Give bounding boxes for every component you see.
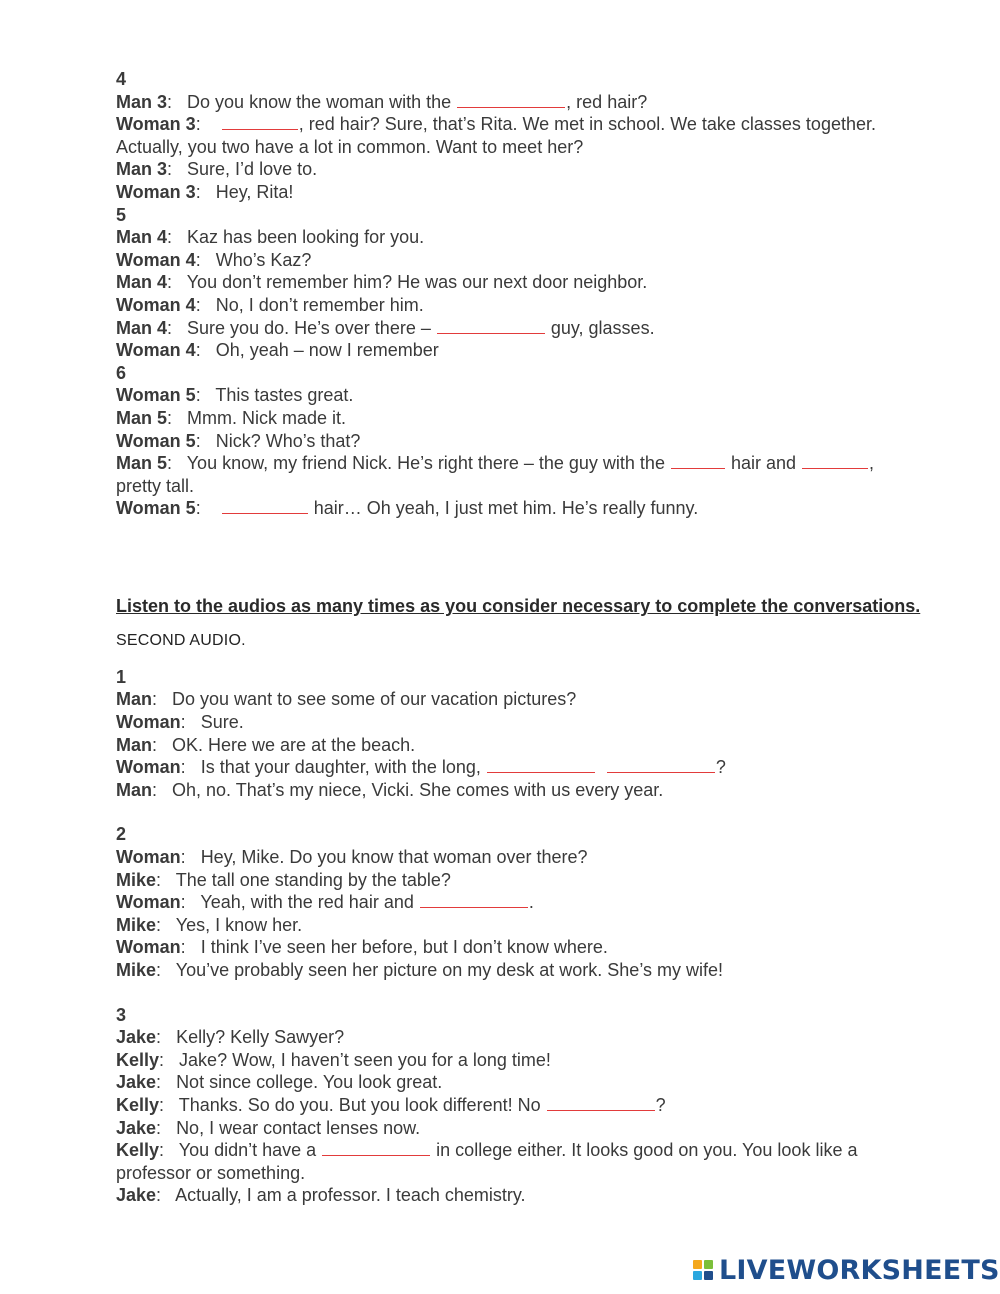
dialogue-line: Woman 4: Who’s Kaz?: [116, 249, 312, 270]
worksheet-page: [116, 68, 946, 1207]
answer-blank[interactable]: [222, 497, 308, 514]
dialogue-line: Woman 3: , red hair? Sure, that’s Rita. We met in school. We take classes together.: [116, 114, 876, 135]
dialogue-line: Mike: Yes, I know her.: [116, 914, 303, 935]
answer-blank[interactable]: [222, 113, 298, 130]
answer-blank[interactable]: [671, 452, 725, 469]
section-number: 5: [116, 204, 127, 225]
answer-blank[interactable]: [547, 1094, 655, 1111]
dialogue-line: Woman: I think I’ve seen her before, but I don’t know where.: [116, 937, 608, 958]
answer-blank[interactable]: [487, 756, 595, 773]
dialogue-line: Jake: Actually, I am a professor. I teach chemistry.: [116, 1185, 526, 1206]
answer-blank[interactable]: [802, 452, 868, 469]
dialogue-line: Woman 5: This tastes great.: [116, 385, 354, 406]
dialogue-line: Man 4: Sure you do. He’s over there – guy, glasses.: [116, 317, 655, 338]
logo-mark-icon: [693, 1260, 713, 1280]
dialogue-line: Mike: The tall one standing by the table?: [116, 869, 451, 890]
answer-blank[interactable]: [420, 891, 528, 908]
dialogue-line: Woman: Is that your daughter, with the long, ?: [116, 757, 726, 778]
dialogue-line: Mike: You’ve probably seen her picture on my desk at work. She’s my wife!: [116, 960, 723, 980]
liveworksheets-logo: [693, 1255, 1000, 1285]
dialogue-line: Man 4: Kaz has been looking for you.: [116, 227, 425, 248]
dialogue-line: Woman 3: Hey, Rita!: [116, 181, 294, 202]
dialogue-line: Jake: Not since college. You look great.: [116, 1072, 443, 1093]
logo-text: LIVEWORKSHEETS: [719, 1254, 1000, 1286]
dialogue-line: Jake: Kelly? Kelly Sawyer?: [116, 1027, 345, 1048]
dialogue-line: Woman: Sure.: [116, 712, 244, 733]
dialogue-line: Man 5: You know, my friend Nick. He’s right there – the guy with the hair and ,: [116, 453, 875, 474]
section-number: 1: [116, 666, 127, 687]
answer-blank[interactable]: [607, 756, 715, 773]
instruction-heading: Listen to the audios as many times as you consider necessary to complete the conversations.: [116, 595, 921, 616]
dialogue-line: Woman 5: Nick? Who’s that?: [116, 430, 361, 451]
answer-blank[interactable]: [437, 317, 545, 334]
dialogue-line: Actually, you two have a lot in common. Want to meet her?: [116, 136, 584, 157]
dialogue-line: Woman: Yeah, with the red hair and .: [116, 892, 534, 913]
section-number: 4: [116, 69, 127, 89]
dialogue-line: Man 3: Do you know the woman with the , red hair?: [116, 91, 648, 112]
dialogue-line: Jake: No, I wear contact lenses now.: [116, 1117, 421, 1138]
dialogue-line: Kelly: Thanks. So do you. But you look different! No ?: [116, 1094, 666, 1115]
dialogue-line: Man 3: Sure, I’d love to.: [116, 159, 318, 180]
dialogue-line: Man 5: Mmm. Nick made it.: [116, 407, 347, 428]
section-number: 3: [116, 1004, 127, 1025]
dialogue-line: Kelly: You didn’t have a in college either. It looks good on you. You look like a: [116, 1140, 858, 1161]
dialogue-line: Man: OK. Here we are at the beach.: [116, 734, 416, 755]
dialogue-line: Woman 4: No, I don’t remember him.: [116, 294, 424, 315]
dialogue-line: Woman: Hey, Mike. Do you know that woman over there?: [116, 847, 588, 868]
audio-subtitle: SECOND AUDIO.: [116, 631, 246, 649]
section-number: 6: [116, 362, 127, 383]
dialogue-line: professor or something.: [116, 1162, 306, 1183]
dialogue-line: pretty tall.: [116, 475, 195, 496]
dialogue-line: Kelly: Jake? Wow, I haven’t seen you for a long time!: [116, 1049, 551, 1070]
dialogue-line: Man 4: You don’t remember him? He was our next door neighbor.: [116, 272, 648, 293]
answer-blank[interactable]: [322, 1139, 430, 1156]
dialogue-line: Man: Do you want to see some of our vacation pictures?: [116, 689, 577, 710]
dialogue-line: Woman 5: hair… Oh yeah, I just met him. He’s really funny.: [116, 498, 699, 519]
answer-blank[interactable]: [457, 91, 565, 108]
section-number: 2: [116, 824, 127, 845]
dialogue-line: Woman 4: Oh, yeah – now I remember: [116, 340, 439, 361]
dialogue-line: Man: Oh, no. That’s my niece, Vicki. She comes with us every year.: [116, 779, 664, 800]
